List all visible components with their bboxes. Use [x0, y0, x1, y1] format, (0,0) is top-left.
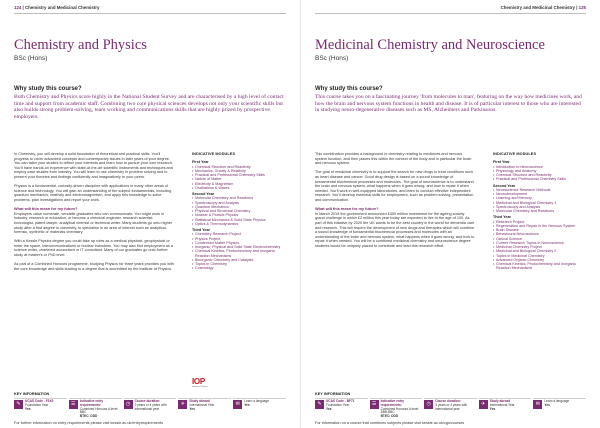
key-info-item — [233, 398, 286, 420]
module-list — [493, 220, 589, 271]
key-info-text — [80, 400, 122, 420]
page-header: 124 | Chemistry and Medicinal Chemistry — [14, 5, 100, 10]
module-item: • Neuroscience Research Methods — [493, 188, 589, 192]
key-info-item — [178, 398, 231, 420]
key-info-value: Yes — [25, 406, 31, 411]
module-item: • Statistical Mechanics & Solid State Physics — [192, 218, 288, 222]
key-information — [315, 398, 586, 420]
key-info-text — [435, 400, 477, 420]
module-item: • Molecular Chemistry and Reactions — [192, 196, 288, 200]
key-info-text — [381, 400, 423, 420]
ucas-icon: ✎ — [315, 400, 324, 409]
module-item: • Topics in Chemistry — [192, 262, 288, 266]
key-info-title: Course duration: — [134, 399, 161, 403]
indicative-modules — [192, 152, 288, 273]
key-info-text — [189, 400, 214, 420]
key-info-title: UCAS Code - F3X0 — [25, 399, 54, 403]
module-item: • Electricity & Magnetism — [192, 182, 288, 186]
module-list — [493, 188, 589, 214]
duration-icon: ◷ — [424, 400, 433, 409]
modules-heading: INDICATIVE MODULES — [192, 152, 236, 156]
key-info-label: 3 years or 4 years with international year — [134, 402, 167, 411]
page-number: 125 — [578, 5, 586, 10]
why-study-text: Both Chemistry and Physics score highly in the National Student Survey and are characterised by a high level of contact time and support from academic staff. Combining two core physical sciences develops not only your scientific skills but also builds strong problem-solving, team working and communications skills that are highly prized by prospective employers. — [14, 94, 284, 120]
future-heading: What will this mean for my future? — [14, 206, 78, 212]
module-item: • Physics Project — [192, 237, 288, 241]
section-label: Chemistry and Medicinal Chemistry — [25, 5, 100, 10]
language-icon: ✉ — [533, 400, 542, 409]
body-paragraph: In Chemistry, you will develop a solid foundation of theoretical and practical skills. You'll progress to cover advanced concepts and contemporary issues in later years of your degree. You can tailor your studies to reflect your interests and learn how to pursue your own research. You'll have hands-on experience with state-of-the-art scientific instruments and techniques and employ case studies from industry. You will learn to use chemistry in problem solving and to present your theories and findings confidently and imaginatively to your peers. — [14, 152, 173, 179]
module-list — [192, 196, 288, 226]
module-years — [192, 160, 288, 270]
module-item: • Chemical Structure and Reactivity — [493, 173, 589, 177]
key-info-label: International Year — [189, 402, 215, 407]
module-item: • Quantum Mechanics — [192, 205, 288, 209]
key-info-value: Yes — [489, 406, 496, 411]
why-study-heading: Why study this course? — [14, 86, 82, 92]
key-info-item — [69, 398, 122, 420]
body-paragraph: This combination provides a background in chemistry relating to medicines and nervous system function, and then places this within the context of the body and in particular the brain and nervous system. — [315, 152, 472, 166]
course-description — [14, 152, 174, 276]
key-info-label: Foundation Year — [326, 402, 350, 407]
header-rule — [315, 13, 586, 14]
key-info-label: Combined Honours A level: BBB-BBC — [380, 406, 420, 415]
right-page — [300, 0, 600, 428]
key-info-item — [370, 398, 423, 420]
page-footer: For information on a course that combines subjects please visit kessle.ac.uk/cgs/courses — [315, 421, 465, 425]
page-header: Chemistry and Medicinal Chemistry | 125 — [500, 5, 586, 10]
key-info-label: Learn a language — [544, 399, 570, 403]
module-item: • Current Research Topics in Neuroscience — [493, 241, 589, 245]
key-info-text — [490, 400, 515, 420]
key-info-item — [479, 398, 532, 420]
key-info-title: Indicative entry requirements: — [79, 399, 104, 407]
future-heading: What will this mean for my future? — [315, 206, 379, 212]
section-label: Chemistry and Medicinal Chemistry — [500, 5, 575, 10]
key-info-item — [124, 398, 177, 420]
module-item: • Chemical Kinetics, Photochemistry and Inorganic Reaction Mechanisms — [493, 262, 589, 271]
page-footer: For further information on entry requirements please visit kessle.ac.uk/entryrequirements — [14, 421, 163, 425]
year-label: First Year — [493, 160, 510, 165]
module-item: • Research Project — [493, 220, 589, 224]
module-item: • Nuclear & Particle Physics — [192, 213, 288, 217]
module-years — [493, 160, 589, 270]
key-info-title: UCAS Code - BF71 — [326, 399, 355, 403]
modules-heading: INDICATIVE MODULES — [493, 152, 537, 156]
course-award: BSc (Hons) — [14, 55, 48, 62]
module-item: • Spectroscopy and Analysis — [493, 205, 589, 209]
study-icon: ✈ — [479, 400, 488, 409]
key-info-title: Study abroad — [189, 399, 210, 403]
module-item: • Clinical Science — [493, 237, 589, 241]
key-info-value: Yes — [244, 402, 250, 407]
module-item: • Chemistry Research Project — [192, 232, 288, 236]
course-description — [315, 152, 475, 253]
why-study-heading: Why study this course? — [315, 86, 383, 92]
year-label: Second Year — [493, 183, 516, 188]
key-info-label: Combined Honours A level: BBC — [79, 406, 119, 415]
key-information — [14, 398, 286, 420]
module-item: • Regeneration and Repair in the Nervous System — [493, 224, 589, 228]
key-info-label: Foundation Year — [25, 402, 49, 407]
course-award: BSc (Hons) — [315, 55, 349, 62]
module-list — [493, 165, 589, 182]
key-info-value: Yes — [544, 402, 550, 407]
key-info-value: Yes — [326, 406, 332, 411]
module-item: • Nature of Matter — [192, 177, 288, 181]
module-item: • Learning and Memory — [493, 196, 589, 200]
entry-icon: ☰ — [370, 400, 379, 409]
key-info-title: Indicative entry requirements: — [380, 399, 404, 407]
module-item: • Molecular Chemistry and Reactions — [493, 209, 589, 213]
course-title: Medicinal Chemistry and Neuroscience — [315, 37, 545, 53]
module-item: • Behavioural Neuroscience — [493, 232, 589, 236]
year-label: Third Year — [493, 215, 511, 220]
why-study-section — [315, 86, 584, 114]
module-item: • Advanced Organic Chemistry — [493, 258, 589, 262]
module-item: • Condensed Matter Physics — [192, 241, 288, 245]
module-item: • Optics & Thermodynamics — [192, 222, 288, 226]
module-item: • Cosmology — [192, 266, 288, 270]
key-info-text — [135, 400, 177, 420]
module-item: • Introduction to Neuroscience — [493, 165, 589, 169]
module-item: • Bioorganic Chemistry and Catalysis — [192, 258, 288, 262]
entry-icon: ☰ — [69, 400, 78, 409]
body-paragraph: The goal of medicinal chemistry is to support the search for new drugs to treat conditions such as heart disease and cancer. Good drug design is based on a sound knowledge of fundamental biochemical processes and molecules. The goal of neuroscience is to understand the brain and nervous system, what happens when it goes wrong, and how to repair it when needed. You'll work in well-equipped laboratories, and learn to conduct effective independent research. You'll develop essential skills for employment, such as problem solving, presentation and communication. — [315, 170, 474, 202]
iop-logo-caption: Institute of Physics — [192, 386, 208, 388]
course-title: Chemistry and Physics — [14, 37, 147, 53]
module-item: • Spectroscopy and Analysis — [192, 201, 288, 205]
module-item: • Physiology and Anatomy — [493, 169, 589, 173]
key-info-item — [533, 398, 586, 420]
body-paragraph: Physics is a fundamental, curiosity-driven discipline with applications in many other areas of science and technology. You will gain an understanding of the subject fundamentals, including quantum mechanics, relativity and electromagnetism, and apply this knowledge to solve problems, plan investigations and report your work. — [14, 184, 172, 202]
key-info-value: BTEC: DDD — [79, 414, 98, 419]
key-info-item — [14, 398, 67, 420]
why-study-text: This course takes you on a fascinating journey 'from molecules to man', featuring on the way how medicines work, and how the brain and nervous system functions in health and disease. It is of particular interest to those who are interested in studying neuro-degenerative diseases such as MS, Alzheimers and Parkinsons. — [315, 94, 582, 114]
year-label: Third Year — [192, 228, 210, 232]
module-item: • Neurodevelopment — [493, 192, 589, 196]
key-info-label: 3 years or 4 years with international year — [435, 402, 468, 411]
key-info-value: Yes — [189, 406, 195, 411]
iop-logo — [192, 378, 208, 388]
module-item: • Mechanics, Gravity & Relativity — [192, 169, 288, 173]
module-list — [192, 232, 288, 270]
module-item: • Brain Disease — [493, 228, 589, 232]
module-list — [192, 165, 288, 191]
year-label: Second Year — [192, 192, 215, 196]
module-item: • Oscillations & Waves — [192, 186, 288, 190]
module-item: • Topics in Medicinal Chemistry — [493, 254, 589, 258]
page-number: 124 — [14, 5, 22, 10]
key-info-label: Learn a language — [244, 399, 270, 403]
key-info-text — [326, 400, 355, 420]
key-info-text — [25, 400, 53, 420]
body-paragraph: Employers value numerate, versatile graduates who can communicate. You might work in industry, research or education, or become a chemical engineer, research scientist, toxicologist, patent lawyer, analytical chemist or technical writer. Many students go onto higher study after a first degree in chemistry, to specialise in an area of interest such as analytical, forensic, synthetic or materials chemistry. — [14, 211, 173, 235]
study-icon: ✈ — [178, 400, 187, 409]
key-info-title: Study abroad — [489, 399, 511, 403]
iop-logo-mark: IOP — [192, 377, 205, 386]
body-paragraph: As part of a Combined Honours programme, studying Physics for three years provides you with the core knowledge and skills leading to a degree that is accredited by the Institute of Physics. — [14, 262, 174, 271]
header-rule — [14, 13, 286, 14]
module-item: • Inorganic, Physical and Solid State Electrochemistry — [192, 245, 288, 249]
module-item: • Medicinal and Biological Chemistry 2 — [493, 249, 589, 253]
module-item: • Physical and Structural Chemistry — [192, 209, 288, 213]
key-info-text — [544, 400, 569, 420]
key-info-value: BTEC: DDD — [380, 414, 399, 419]
module-item: • Medicinal Chemistry Project — [493, 245, 589, 249]
key-info-item — [424, 398, 477, 420]
module-item: • Chemical Kinetics, Photochemistry and Inorganic Reaction Mechanisms — [192, 249, 288, 258]
key-information-heading: KEY INFORMATION — [315, 392, 351, 396]
module-item: • Practical and Professional Chemistry Skills — [493, 177, 589, 181]
key-info-item — [315, 398, 368, 420]
body-paragraph: In March 2019 the government announced £300 million investment for the ageing society grand challenge in which £2 million this year today are expected to live to the age of 100. As part of this initiative by 2020 the UK wants to be the best country in the world for dementia care and research. This will require the development of new drugs and therapies which will combine a sound knowledge of fundamental biochemical processes and molecules with an understanding of the brain and nervous system, what happens when it goes wrong, and how to repair it when needed. You will be a combined medicinal chemistry and neuroscience degree students would be uniquely placed to contribute and lead this research effort. — [315, 211, 475, 248]
key-info-label: International Year — [489, 402, 515, 407]
ucas-icon: ✎ — [14, 400, 23, 409]
key-info-text — [244, 400, 269, 420]
language-icon: ✉ — [233, 400, 242, 409]
key-information-heading: KEY INFORMATION — [14, 392, 50, 396]
year-label: First Year — [192, 160, 209, 165]
why-study-section — [14, 86, 284, 120]
module-item: • Practical and Professional Chemistry Skills — [192, 173, 288, 177]
body-paragraph: With a Kessle Physics degree you could take up roles as a medical physicist, geophysicist or enter the space, telecommunications or nuclear industries. You may also find employment as a science writer, chartered accountant or IT consultant. Many of our graduates go onto further study at master's or PhD level. — [14, 239, 173, 258]
key-info-title: Course duration: — [435, 399, 461, 403]
module-item: • Medicinal and Biological Chemistry 1 — [493, 201, 589, 205]
duration-icon: ◷ — [124, 400, 133, 409]
module-item: • Chemical Structure and Reactivity — [192, 165, 288, 169]
indicative-modules — [493, 152, 589, 273]
